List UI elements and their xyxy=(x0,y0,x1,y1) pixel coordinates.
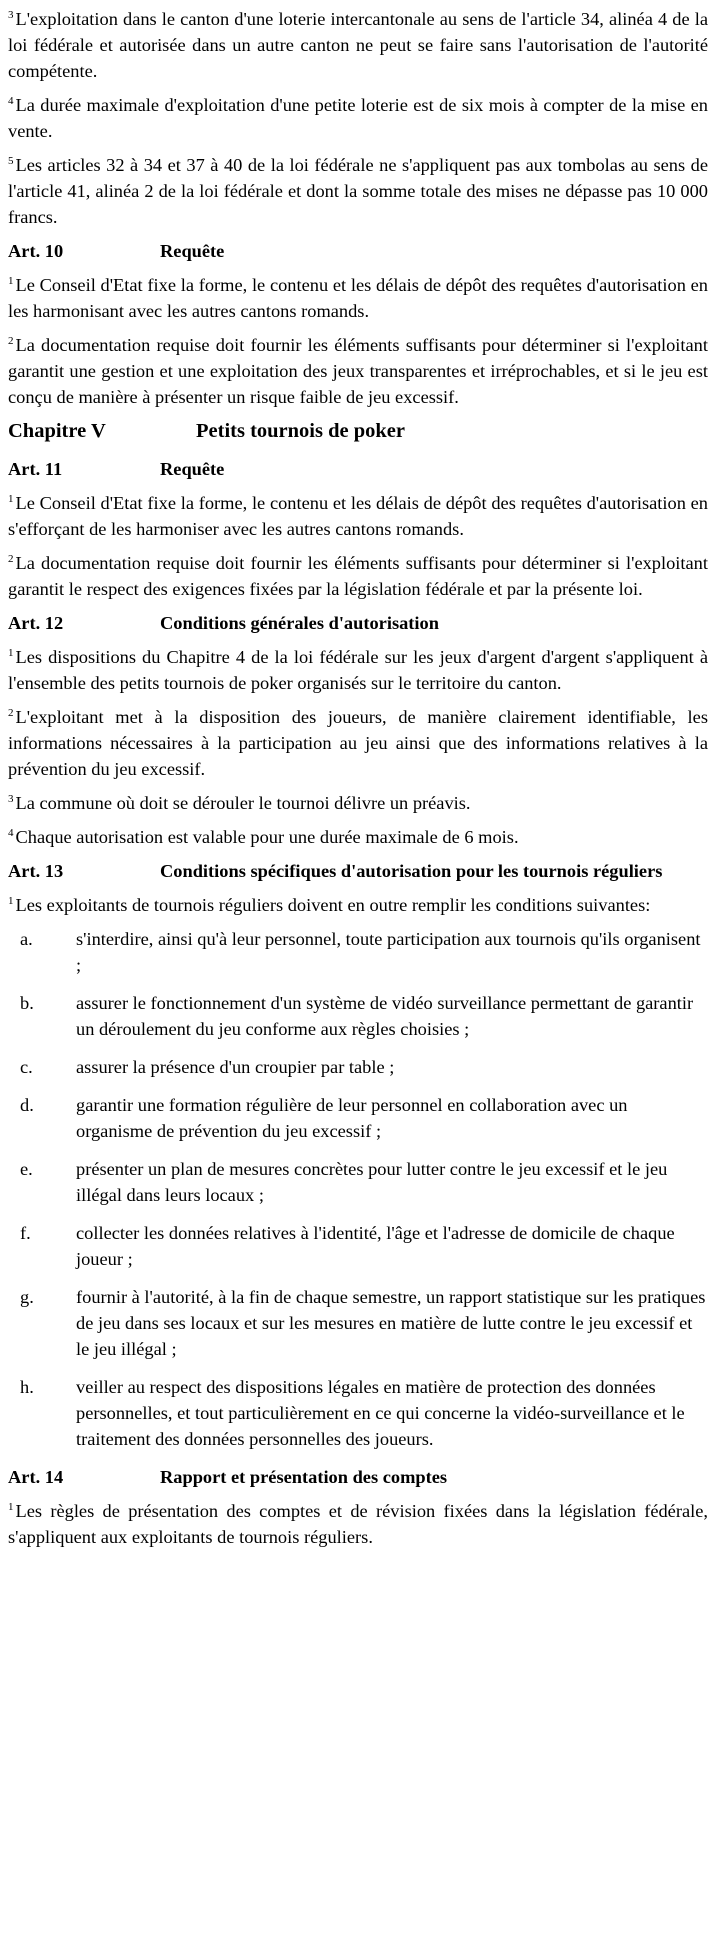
paragraph-number: 2 xyxy=(8,707,14,719)
paragraph xyxy=(8,490,708,542)
paragraph-text: La commune où doit se dérouler le tournoi délivre un préavis. xyxy=(15,793,471,813)
paragraph-text: Le Conseil d'Etat fixe la forme, le contenu et les délais de dépôt des requêtes d'autorisation en s'efforçant de les harmoniser avec les autres cantons romands. xyxy=(8,493,708,539)
list-item xyxy=(8,1054,708,1080)
paragraph-text: Les règles de présentation des comptes et de révision fixées dans la législation fédérale, s'appliquent aux exploitants de tournois réguliers. xyxy=(8,1501,708,1547)
article-heading xyxy=(8,456,708,482)
paragraph xyxy=(8,644,708,696)
list-item-text: fournir à l'autorité, à la fin de chaque semestre, un rapport statistique sur les pratiques de jeu dans ses locaux et sur les mesures en matière de lutte contre le jeu excessif et le jeu illégal ; xyxy=(76,1287,706,1359)
paragraph-text: La documentation requise doit fournir les éléments suffisants pour déterminer si l'exploitant garantit le respect des exigences fixées par la législation fédérale et par la présente loi. xyxy=(8,553,708,599)
paragraph-text: Le Conseil d'Etat fixe la forme, le contenu et les délais de dépôt des requêtes d'autorisation en les harmonisant avec les autres cantons romands. xyxy=(8,275,708,321)
paragraph-text: Chaque autorisation est valable pour une durée maximale de 6 mois. xyxy=(15,827,519,847)
paragraph xyxy=(8,550,708,602)
paragraph-number: 1 xyxy=(8,275,14,287)
list-item-letter: f. xyxy=(20,1223,31,1243)
list-item-letter: d. xyxy=(20,1095,34,1115)
condition-list xyxy=(8,926,713,1452)
list-item-letter: b. xyxy=(20,993,34,1013)
paragraph xyxy=(8,824,708,850)
list-item xyxy=(8,1284,708,1362)
paragraph-number: 5 xyxy=(8,155,14,167)
list-item xyxy=(8,1156,708,1208)
list-item-letter: e. xyxy=(20,1159,33,1179)
article-title: Conditions générales d'autorisation xyxy=(160,613,439,633)
article-number: Art. 11 xyxy=(8,459,63,479)
list-item-text: présenter un plan de mesures concrètes pour lutter contre le jeu excessif et le jeu illégal dans leurs locaux ; xyxy=(76,1159,668,1205)
paragraph-text: L'exploitant met à la disposition des joueurs, de manière clairement identifiable, les informations nécessaires à la participation au jeu ainsi que des informations relatives à la prévention du jeu excessif. xyxy=(8,707,708,779)
paragraph xyxy=(8,704,708,782)
paragraph xyxy=(8,332,708,410)
paragraph-number: 4 xyxy=(8,95,14,107)
paragraph-number: 2 xyxy=(8,553,14,565)
paragraph xyxy=(8,790,708,816)
list-item-text: collecter les données relatives à l'identité, l'âge et l'adresse de domicile de chaque joueur ; xyxy=(76,1223,675,1269)
list-item xyxy=(8,1220,708,1272)
list-item xyxy=(8,926,708,978)
article-heading xyxy=(8,1464,708,1490)
list-item-text: assurer le fonctionnement d'un système de vidéo surveillance permettant de garantir un déroulement du jeu conforme aux règles choisies ; xyxy=(76,993,694,1039)
article-title: Requête xyxy=(160,459,225,479)
paragraph-text: Les exploitants de tournois réguliers doivent en outre remplir les conditions suivantes: xyxy=(15,895,651,915)
list-item xyxy=(8,990,708,1042)
article-heading xyxy=(8,610,708,636)
paragraph-number: 3 xyxy=(8,793,14,805)
list-item-letter: a. xyxy=(20,929,33,949)
paragraph xyxy=(8,1498,708,1550)
list-item xyxy=(8,1092,708,1144)
list-item-letter: g. xyxy=(20,1287,34,1307)
paragraph-number: 1 xyxy=(8,1501,14,1513)
paragraph-number: 1 xyxy=(8,493,14,505)
paragraph-number: 1 xyxy=(8,647,14,659)
paragraph-text: La documentation requise doit fournir les éléments suffisants pour déterminer si l'exploitant garantit une gestion et une exploitation des jeux transparentes et irréprochables, et si le jeu est conçu de manière à présenter un risque faible de jeu excessif. xyxy=(8,335,708,407)
article-number: Art. 10 xyxy=(8,241,64,261)
chapter-number: Chapitre V xyxy=(8,420,106,442)
paragraph xyxy=(8,92,708,144)
article-heading xyxy=(8,858,708,884)
list-item-text: s'interdire, ainsi qu'à leur personnel, toute participation aux tournois qu'ils organisent ; xyxy=(76,929,701,975)
article-title: Conditions spécifiques d'autorisation pour les tournois réguliers xyxy=(160,861,663,881)
paragraph-number: 1 xyxy=(8,895,14,907)
article-title: Rapport et présentation des comptes xyxy=(160,1467,448,1487)
chapter-title: Petits tournois de poker xyxy=(196,420,405,442)
paragraph xyxy=(8,152,708,230)
paragraph-number: 2 xyxy=(8,335,14,347)
list-item-text: assurer la présence d'un croupier par table ; xyxy=(76,1057,395,1077)
paragraph-number: 4 xyxy=(8,827,14,839)
list-item-text: veiller au respect des dispositions légales en matière de protection des données personnelles, et tout particulièrement en ce qui concerne la vidéo-surveillance et le traitement des données personnelles des joueurs. xyxy=(76,1377,685,1449)
paragraph-text: L'exploitation dans le canton d'une loterie intercantonale au sens de l'article 34, alinéa 4 de la loi fédérale et autorisée dans un autre canton ne peut se faire sans l'autorisation de l'autorité compétente. xyxy=(8,9,708,81)
paragraph-text: Les dispositions du Chapitre 4 de la loi fédérale sur les jeux d'argent d'argent s'appliquent à l'ensemble des petits tournois de poker organisés sur le territoire du canton. xyxy=(8,647,708,693)
paragraph xyxy=(8,892,708,918)
list-item-letter: h. xyxy=(20,1377,34,1397)
article-number: Art. 12 xyxy=(8,613,64,633)
list-item-text: garantir une formation régulière de leur personnel en collaboration avec un organisme de prévention du jeu excessif ; xyxy=(76,1095,628,1141)
article-number: Art. 13 xyxy=(8,861,64,881)
article-title: Requête xyxy=(160,241,225,261)
paragraph-text: Les articles 32 à 34 et 37 à 40 de la loi fédérale ne s'appliquent pas aux tombolas au sens de l'article 41, alinéa 2 de la loi fédérale et dont la somme totale des mises ne dépasse pas 10 000 francs. xyxy=(8,155,708,227)
list-item-letter: c. xyxy=(20,1057,33,1077)
article-heading xyxy=(8,238,708,264)
paragraph-number: 3 xyxy=(8,9,14,21)
paragraph xyxy=(8,272,708,324)
paragraph-text: La durée maximale d'exploitation d'une petite loterie est de six mois à compter de la mise en vente. xyxy=(8,95,708,141)
chapter-heading xyxy=(8,418,708,444)
article-number: Art. 14 xyxy=(8,1467,64,1487)
paragraph xyxy=(8,6,708,84)
list-item xyxy=(8,1374,708,1452)
